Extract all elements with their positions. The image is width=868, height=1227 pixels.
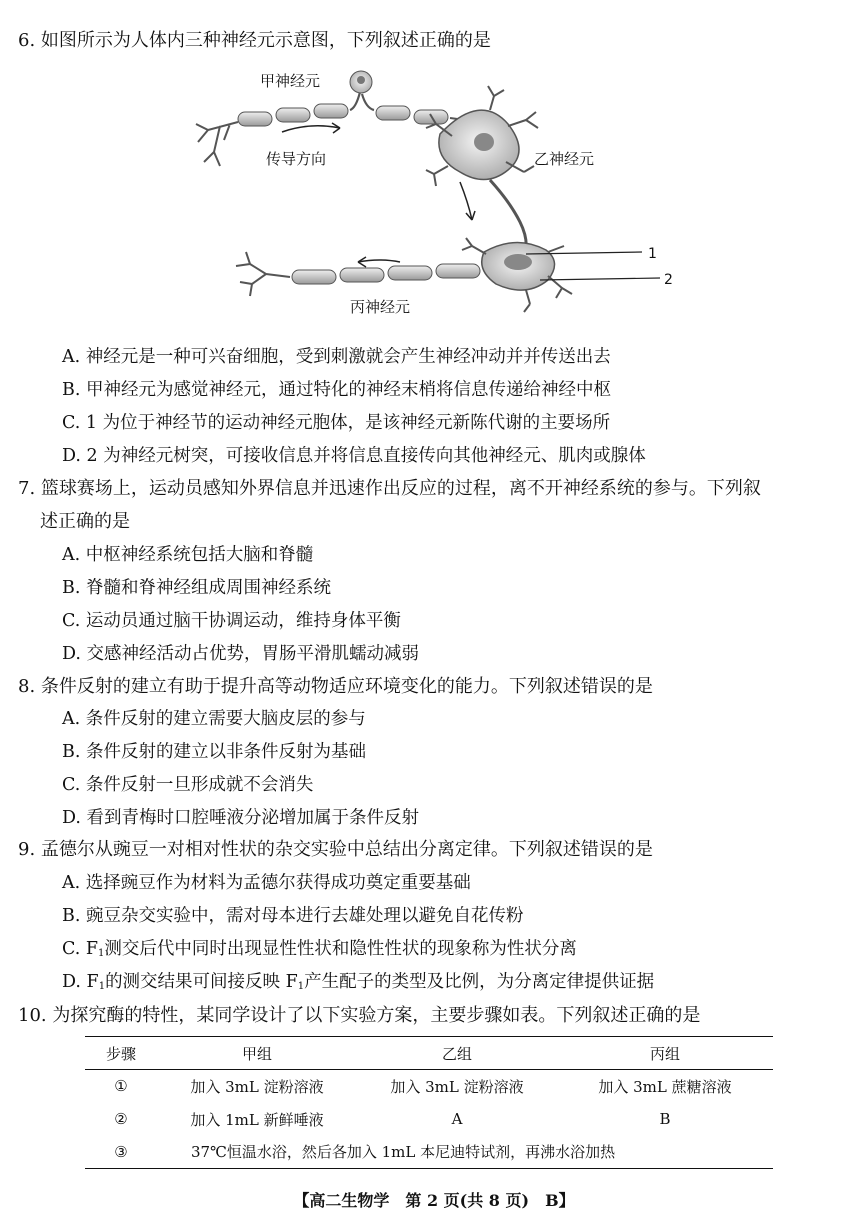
page-footer: 【高二生物学 第 2 页(共 8 页) B】 (293, 1191, 575, 1210)
q9-stem: 9. 孟德尔从豌豆一对相对性状的杂交实验中总结出分离定律。下列叙述错误的是 (18, 839, 653, 860)
q6-option-a: A. 神经元是一种可兴奋细胞，受到刺激就会产生神经冲动并并传送出去 (62, 347, 611, 367)
q7-option-a: A. 中枢神经系统包括大脑和脊髓 (62, 545, 314, 565)
q8-option-d: D. 看到青梅时口腔唾液分泌增加属于条件反射 (62, 808, 420, 828)
table-row: ① 加入 3mL 淀粉溶液 加入 3mL 淀粉溶液 加入 3mL 蔗糖溶液 (114, 1077, 732, 1096)
q6-option-c: C. 1 为位于神经节的运动神经元胞体，是该神经元新陈代谢的主要场所 (62, 413, 611, 433)
q9-option-a: A. 选择豌豆作为材料为孟德尔获得成功奠定重要基础 (62, 873, 471, 893)
label-1: 1 (648, 246, 657, 262)
q7-option-d: D. 交感神经活动占优势，胃肠平滑肌蠕动减弱 (62, 644, 420, 664)
q6-stem: 6. 如图所示为人体内三种神经元示意图，下列叙述正确的是 (18, 30, 491, 51)
label-direction: 传导方向 (266, 150, 327, 168)
neuron-jia (196, 122, 238, 166)
neuron-diagram (190, 62, 673, 330)
q9-option-d: D. $F_1$的测交结果可间接反映 $F_1$产生配子的类型及比例，为分离定律提供证据 (62, 972, 655, 992)
label-jia: 甲神经元 (260, 72, 321, 90)
experiment-table (85, 1036, 773, 1169)
header-step: 步骤 (105, 1044, 136, 1063)
q8-option-b: B. 条件反射的建立以非条件反射为基础 (62, 742, 366, 762)
table-header-row (85, 1037, 773, 1070)
q8-option-c: C. 条件反射一旦形成就不会消失 (62, 775, 314, 795)
q7-stem-line2: 述正确的是 (40, 511, 130, 532)
table-row: ③ 37℃恒温水浴，然后各加入 1mL 本尼迪特试剂，再沸水浴加热 (85, 1136, 773, 1169)
q8-stem: 8. 条件反射的建立有助于提升高等动物适应环境变化的能力。下列叙述错误的是 (18, 676, 653, 697)
q7-option-b: B. 脊髓和脊神经组成周围神经系统 (62, 578, 331, 598)
q9-option-b: B. 豌豆杂交实验中，需对母本进行去雄处理以避免自花传粉 (62, 906, 524, 926)
q8-option-a: A. 条件反射的建立需要大脑皮层的参与 (62, 709, 366, 729)
header-bing: 丙组 (649, 1044, 680, 1063)
q9-option-c: C. $F_1$测交后代中同时出现显性性状和隐性性状的现象称为性状分离 (62, 939, 577, 959)
label-yi: 乙神经元 (534, 150, 595, 168)
q6-option-d: D. 2 为神经元树突，可接收信息并将信息直接传向其他神经元、肌肉或腺体 (62, 446, 646, 466)
q7-option-c: C. 运动员通过脑干协调运动，维持身体平衡 (62, 611, 401, 631)
header-yi: 乙组 (441, 1044, 472, 1063)
header-jia: 甲组 (241, 1044, 272, 1063)
q7-stem-line1: 7. 篮球赛场上，运动员感知外界信息并迅速作出反应的过程，离不开神经系统的参与。下列叙 (18, 478, 761, 499)
label-bing: 丙神经元 (350, 298, 411, 316)
table-row: ② 加入 1mL 新鲜唾液 A B (114, 1110, 671, 1129)
q10-stem: 10. 为探究酶的特性，某同学设计了以下实验方案，主要步骤如表。下列叙述正确的是 (18, 1005, 701, 1026)
label-2: 2 (664, 272, 673, 288)
q6-option-b: B. 甲神经元为感觉神经元，通过特化的神经末梢将信息传递给神经中枢 (62, 380, 611, 400)
